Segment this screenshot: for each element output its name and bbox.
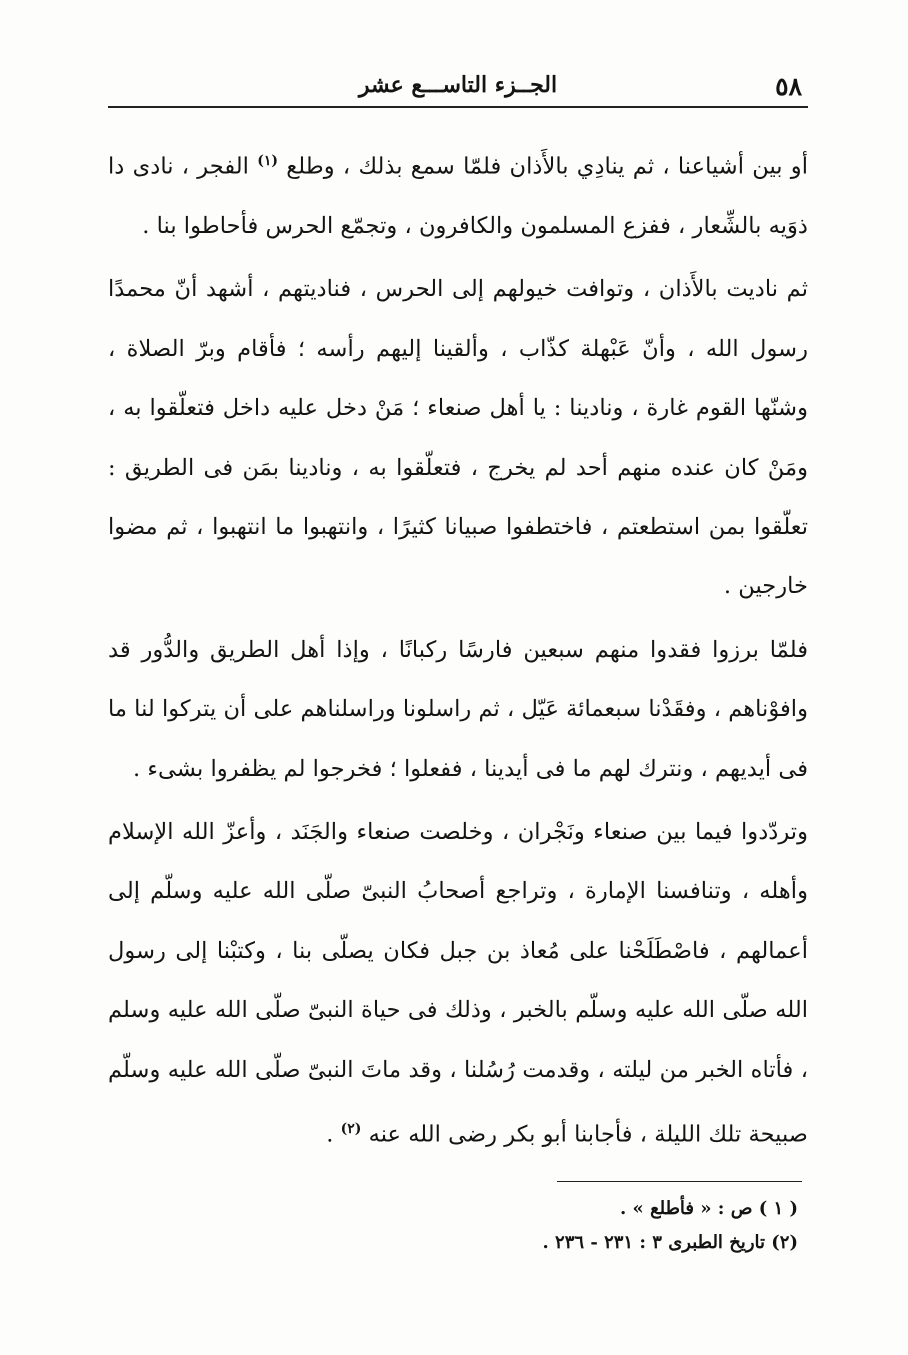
paragraph-1 <box>108 132 808 256</box>
page-number: ٥٨ <box>775 72 802 101</box>
footnote-marker-2: (٢) <box>340 1121 362 1138</box>
footnote-marker-1: (١) <box>257 153 278 169</box>
page-header <box>108 58 808 108</box>
page-body <box>108 108 808 1165</box>
paragraph-text: فلمّا برزوا فقدوا منهم سبعين فارسًا ركبانًا ، وإذا أهل الطريق والدُّور قد وافوْناهم ، وفقَدْنا سبعمائة عَيّل ، ثم راسلونا وراسلناهم على أن يتركوا لنا ما فى أيديهم ، ونترك لهم ما فى أيدينا ، ففعلوا ؛ فخرجوا لم يظفروا بشىء . <box>108 636 808 782</box>
paragraph-text: أو بين أشياعنا ، ثم ينادِي بالأَذان فلمّا سمع بذلك ، وطلع <box>286 153 808 180</box>
paragraph-4 <box>108 803 808 1165</box>
paragraph-text: الفجر ، نادى دا ذوَيه بالشِّعار ، ففزع المسلمون والكافرون ، وتجمّع الحرس فأحاطوا بنا . <box>108 153 808 239</box>
book-page <box>108 58 808 1260</box>
paragraph-2 <box>108 260 808 616</box>
paragraph-text: . <box>326 1121 334 1148</box>
running-title: الجــزء التاســـع عشر <box>358 72 558 98</box>
paragraph-3 <box>108 621 808 799</box>
paragraph-text: وتردّدوا فيما بين صنعاء ونَجْران ، وخلصت صنعاء والجَنَد ، وأعزّ الله الإسلام وأهله ، وتنافسنا الإمارة ، وتراجع أصحابُ النبىّ صلّى الله عليه وسلّم إلى أعمالهم ، فاصْطَلَحْنا على مُعاذ بن جبل فكان يصلّى بنا ، وكتبْنا إلى رسول الله صلّى الله عليه وسلّم بالخبر ، وذلك فى حياة النبىّ صلّى الله عليه وسلم ، فأتاه الخبر من ليلته ، وقدمت رُسُلنا ، وقد ماتَ النبىّ صلّى الله عليه وسلّم صبيحة تلك الليلة ، فأجابنا أبو بكر رضى الله عنه <box>108 819 808 1148</box>
footnote-2: (٢) تاريخ الطبرى ٣ : ٢٣١ - ٢٣٦ . <box>542 1231 798 1253</box>
footnotes <box>108 1192 798 1260</box>
footnote-1: ( ١ ) ص : « فأطلع » . <box>620 1197 798 1219</box>
paragraph-text: ثم ناديت بالأَذان ، وتوافت خيولهم إلى الحرس ، فناديتهم ، أشهد أنّ محمدًا رسول الله ، وأنّ عَبْهلة كذّاب ، وألقينا إليهم رأسه ؛ فأقام وبرّ الصلاة ، وشنّها القوم غارة ، ونادينا : يا أهل صنعاء ؛ مَنْ دخل عليه داخل فتعلّقوا به ، ومَنْ كان عنده منهم أحد لم يخرج ، فتعلّقوا به ، ونادينا بمَن فى الطريق : تعلّقوا بمن استطعتم ، فاختطفوا صبيانا كثيرًا ، وانتهبوا ما انتهبوا ، ثم مضوا خارجين . <box>108 276 808 600</box>
footnote-divider <box>557 1181 802 1182</box>
